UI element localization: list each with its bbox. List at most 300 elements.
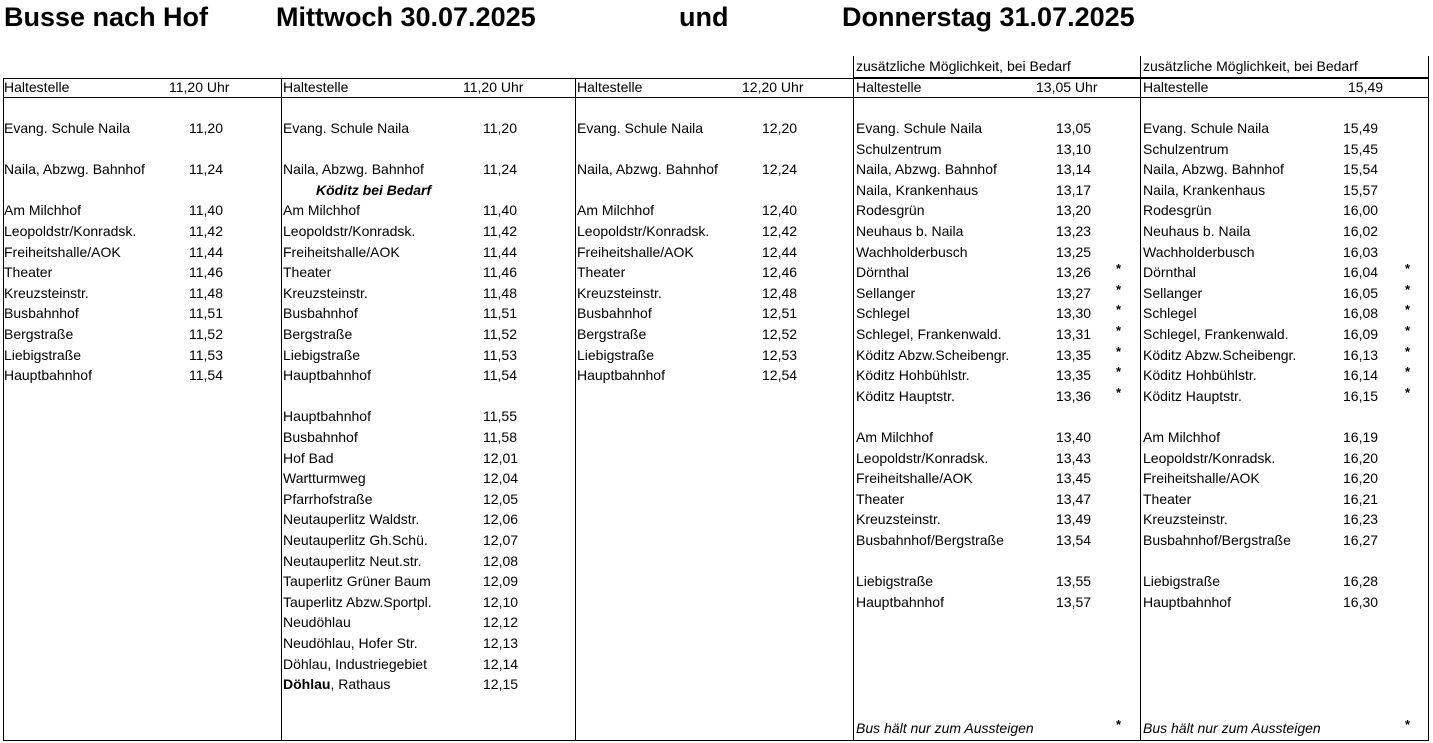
stop-name: Wachholderbusch <box>856 243 968 260</box>
stop-name: Schlegel, Frankenwald. <box>856 326 1002 342</box>
stop-name: Döhlau, Rathaus <box>283 676 391 693</box>
alight-only-star: * <box>1405 323 1411 338</box>
stop-time: 11,51 <box>189 305 223 322</box>
stop-time: 16,15 <box>1343 387 1379 404</box>
stop-row <box>283 675 553 695</box>
stop-name: Neuhaus b. Naila <box>856 223 964 239</box>
column-header-time: 11,20 Uhr <box>463 79 524 95</box>
stop-row <box>856 510 1126 530</box>
stop-name: Schulzentrum <box>856 140 942 157</box>
stop-time: 16,08 <box>1343 305 1379 322</box>
stop-row <box>283 490 553 510</box>
stop-time: 16,09 <box>1343 326 1379 342</box>
stop-time: 15,54 <box>1343 161 1379 178</box>
stop-name: Am Milchhof <box>1143 429 1221 445</box>
stop-time: 12,07 <box>483 532 519 548</box>
stop-name: Busbahnhof/Bergstraße <box>1143 532 1291 548</box>
alight-only-star: * <box>1116 302 1122 318</box>
stop-row <box>1143 593 1413 613</box>
stop-row <box>577 119 847 139</box>
stop-time: 16,00 <box>1343 202 1379 219</box>
stop-time: 13,45 <box>1056 470 1092 487</box>
alight-only-star: * <box>1405 384 1411 400</box>
stop-row <box>1143 160 1413 180</box>
alight-only-star: * <box>1116 364 1122 380</box>
stop-time: 13,49 <box>1056 511 1092 528</box>
stop-row <box>856 490 1126 510</box>
stop-time: 13,35 <box>1056 367 1092 384</box>
stop-row <box>856 469 1126 489</box>
stop-row <box>283 634 553 654</box>
stop-time: 12,06 <box>483 511 519 528</box>
stop-name: Dörnthal <box>1143 264 1196 281</box>
stop-name: Theater <box>4 264 53 281</box>
stop-name: Leopoldstr/Konradsk. <box>856 449 989 466</box>
stop-name: Neutauperlitz Waldstr. <box>283 511 420 528</box>
stop-name: Hof Bad <box>283 449 334 466</box>
stop-name: Theater <box>577 264 626 281</box>
stop-time: 11,53 <box>483 346 517 363</box>
column-header-time: 15,49 <box>1348 79 1384 95</box>
alight-only-star: * <box>1116 343 1122 359</box>
stop-name: Am Milchhof <box>856 429 934 445</box>
stop-name: Naila, Abzwg. Bahnhof <box>577 161 718 178</box>
stop-name: Neuhaus b. Naila <box>1143 223 1251 239</box>
stop-time: 13,23 <box>1056 223 1092 239</box>
stop-row <box>283 655 553 675</box>
stop-time: 16,13 <box>1343 346 1379 363</box>
alight-only-star: * <box>1116 261 1122 277</box>
stop-time: 12,53 <box>762 346 798 363</box>
stop-row <box>856 181 1126 201</box>
koeditz-note: Köditz bei Bedarf <box>316 181 432 198</box>
stop-name: Köditz Hohbühlstr. <box>1143 367 1257 384</box>
stop-row <box>4 366 274 386</box>
stop-time: 12,54 <box>762 367 798 384</box>
stop-name: Busbahnhof <box>577 305 652 322</box>
stop-row <box>283 284 553 304</box>
stop-time: 15,45 <box>1343 140 1379 157</box>
stop-row <box>856 428 1126 448</box>
stop-row <box>283 613 553 633</box>
stop-row <box>283 243 553 263</box>
stop-name: Kreuzsteinstr. <box>577 284 662 301</box>
stop-name: Döhlau, Industriegebiet <box>283 655 427 672</box>
stop-row <box>1143 281 1413 304</box>
stop-row <box>1143 428 1413 448</box>
stop-name: Naila, Abzwg. Bahnhof <box>4 161 145 178</box>
stop-time: 11,24 <box>483 161 517 178</box>
stop-name: Sellanger <box>856 284 916 301</box>
stop-row <box>4 201 274 221</box>
stop-time: 11,53 <box>189 346 223 363</box>
stop-name: Freiheitshalle/AOK <box>4 243 121 260</box>
stop-row <box>577 201 847 221</box>
stop-time: 11,58 <box>483 429 517 445</box>
stop-row <box>1143 343 1413 366</box>
stop-time: 13,17 <box>1056 181 1092 198</box>
stop-row <box>283 531 553 551</box>
stop-name: Bergstraße <box>4 326 74 342</box>
stop-row <box>1143 510 1413 530</box>
stop-row <box>856 572 1126 592</box>
stop-time: 11,46 <box>189 264 223 281</box>
stop-name: Freiheitshalle/AOK <box>577 243 694 260</box>
column-header <box>856 79 1098 95</box>
stop-name: Hauptbahnhof <box>4 367 92 384</box>
stop-row <box>577 263 847 283</box>
stop-time: 12,01 <box>483 449 519 466</box>
column-header <box>1143 79 1384 95</box>
stop-time: 11,44 <box>189 243 223 260</box>
stop-name: Busbahnhof <box>283 305 358 322</box>
stop-row <box>283 593 553 613</box>
stop-time: 12,15 <box>483 676 519 693</box>
alight-only-star: * <box>1405 364 1411 380</box>
stop-row <box>283 428 553 448</box>
alight-only-star: * <box>1116 281 1122 297</box>
stop-time: 11,42 <box>483 223 517 239</box>
stop-time: 12,14 <box>483 655 519 672</box>
stop-row <box>856 281 1126 304</box>
stop-name: Neutauperlitz Neut.str. <box>283 552 422 569</box>
stop-row <box>856 160 1126 180</box>
alight-only-star: * <box>1116 384 1122 400</box>
stop-name: Liebigstraße <box>577 346 655 363</box>
stop-time: 13,55 <box>1056 573 1092 590</box>
stop-time: 11,20 <box>189 120 223 136</box>
stop-name: Wachholderbusch <box>1143 243 1255 260</box>
stop-row <box>1143 572 1413 592</box>
stop-row <box>283 222 553 242</box>
stop-row <box>856 201 1126 221</box>
stop-name: Schulzentrum <box>1143 140 1229 157</box>
stop-row <box>283 407 553 427</box>
stop-time: 13,30 <box>1056 305 1092 322</box>
stop-row <box>1143 140 1413 160</box>
stop-name: Hauptbahnhof <box>1143 593 1231 610</box>
stop-time: 12,12 <box>483 614 519 631</box>
stop-name: Neudöhlau, Hofer Str. <box>283 635 418 651</box>
stop-time: 12,05 <box>483 490 519 507</box>
stop-time: 12,44 <box>762 243 798 260</box>
stop-name: Sellanger <box>1143 284 1203 301</box>
stop-time: 12,13 <box>483 635 519 651</box>
stop-time: 13,35 <box>1056 346 1092 363</box>
stop-name: Evang. Schule Naila <box>856 120 983 136</box>
stop-time: 11,40 <box>483 202 517 219</box>
stop-time: 13,14 <box>1056 161 1092 178</box>
stop-name: Kreuzsteinstr. <box>4 284 89 301</box>
stop-time: 12,42 <box>762 223 798 239</box>
stop-time: 11,40 <box>189 202 223 219</box>
stop-time: 11,46 <box>483 264 517 281</box>
stop-name: Köditz Hohbühlstr. <box>856 367 970 384</box>
stop-time: 12,52 <box>762 326 798 342</box>
stop-name: Köditz Hauptstr. <box>856 387 955 404</box>
stop-time: 15,57 <box>1343 181 1379 198</box>
stop-name: Liebigstraße <box>283 346 361 363</box>
stop-time: 13,26 <box>1056 264 1092 281</box>
stop-name: Rodesgrün <box>856 202 925 219</box>
column-header <box>577 79 804 95</box>
stop-time: 13,54 <box>1056 532 1092 548</box>
column-header-label: Haltestelle <box>1143 79 1209 95</box>
stop-name: Theater <box>856 490 905 507</box>
stop-name: Schlegel <box>1143 305 1197 322</box>
stop-row <box>1143 325 1413 345</box>
stop-time: 13,40 <box>1056 429 1092 445</box>
stop-row <box>4 304 274 324</box>
stop-row <box>1143 304 1413 324</box>
column-header <box>4 79 230 95</box>
stop-row <box>4 243 274 263</box>
stop-name: Naila, Abzwg. Bahnhof <box>1143 161 1284 178</box>
stop-time: 11,44 <box>483 243 517 260</box>
stop-row <box>577 160 847 180</box>
stop-time: 15,49 <box>1343 120 1379 136</box>
stop-time: 16,30 <box>1343 593 1379 610</box>
stop-row <box>1143 366 1413 386</box>
stop-row <box>283 201 553 221</box>
stop-row <box>577 346 847 366</box>
stop-name: Tauperlitz Grüner Baum <box>283 573 431 590</box>
stop-row <box>283 572 553 592</box>
stop-time: 11,52 <box>483 326 517 342</box>
stop-name: Neudöhlau <box>283 614 351 631</box>
stop-time: 13,05 <box>1056 120 1092 136</box>
stop-name: Leopoldstr/Konradsk. <box>577 223 710 239</box>
stop-name: Freiheitshalle/AOK <box>856 470 973 487</box>
stop-row <box>856 384 1126 407</box>
column-divider-5 <box>1428 56 1429 741</box>
stop-name: Hauptbahnhof <box>856 593 944 610</box>
stop-row <box>577 366 847 386</box>
stop-name: Busbahnhof/Bergstraße <box>856 532 1004 548</box>
stop-time: 11,24 <box>189 161 223 178</box>
column-divider-2 <box>575 78 576 741</box>
stop-time: 11,42 <box>189 223 223 239</box>
title-thursday-date: Donnerstag 31.07.2025 <box>842 2 1135 32</box>
stop-row <box>577 243 847 263</box>
title-wednesday-date: Mittwoch 30.07.2025 <box>276 2 536 32</box>
stop-row <box>283 552 553 572</box>
stop-row <box>577 222 847 242</box>
title-busse-nach-hof: Busse nach Hof <box>4 2 209 32</box>
stop-row <box>856 366 1126 386</box>
stop-name: Busbahnhof <box>4 305 79 322</box>
stop-name: Liebigstraße <box>1143 573 1221 590</box>
stop-name: Evang. Schule Naila <box>1143 120 1270 136</box>
stop-time: 16,23 <box>1343 511 1379 528</box>
stop-row <box>4 346 274 366</box>
stop-time: 16,04 <box>1343 264 1379 281</box>
stop-time: 11,52 <box>189 326 223 342</box>
stop-name: Rodesgrün <box>1143 202 1212 219</box>
stop-time: 12,04 <box>483 470 519 487</box>
column-divider-1 <box>281 78 282 741</box>
stop-name: Leopoldstr/Konradsk. <box>1143 449 1276 466</box>
stop-name: Evang. Schule Naila <box>4 120 131 136</box>
stop-name: Pfarrhofstraße <box>283 490 373 507</box>
stop-row <box>1143 201 1413 221</box>
stop-row <box>1143 222 1413 242</box>
footer-star: * <box>1116 717 1122 732</box>
stop-row <box>577 304 847 324</box>
stop-row <box>283 263 553 283</box>
stop-time: 13,43 <box>1056 449 1092 466</box>
stop-time: 11,54 <box>483 367 517 384</box>
stop-name: Naila, Krankenhaus <box>856 181 979 198</box>
stop-time: 12,24 <box>762 161 798 178</box>
stop-time: 13,31 <box>1056 326 1092 342</box>
stop-row <box>1143 119 1413 139</box>
stop-row <box>283 366 553 386</box>
alight-only-star: * <box>1405 343 1411 359</box>
stop-time: 11,54 <box>189 367 223 384</box>
stop-name: Evang. Schule Naila <box>577 120 704 136</box>
stop-row <box>856 140 1126 160</box>
footer-note: Bus hält nur zum Aussteigen * <box>856 717 1122 736</box>
stop-time: 16,05 <box>1343 284 1379 301</box>
stop-name: Köditz Abzw.Scheibengr. <box>1143 346 1297 363</box>
stop-time: 16,20 <box>1343 470 1379 487</box>
stop-time: 13,27 <box>1056 284 1092 301</box>
stop-time: 16,19 <box>1343 429 1379 445</box>
stop-row <box>1143 469 1413 489</box>
stop-time: 12,20 <box>762 120 798 136</box>
stop-name: Neutauperlitz Gh.Schü. <box>283 532 428 548</box>
column-divider-3 <box>853 56 854 741</box>
stop-row <box>1143 531 1413 551</box>
stop-name: Busbahnhof <box>283 429 358 445</box>
stop-row <box>4 284 274 304</box>
stop-time: 16,14 <box>1343 367 1379 384</box>
stop-name: Schlegel, Frankenwald. <box>1143 326 1289 342</box>
footer-star: * <box>1405 717 1411 732</box>
stop-name: Kreuzsteinstr. <box>1143 511 1228 528</box>
column-note-label: zusätzliche Möglichkeit, bei Bedarf <box>1143 58 1358 74</box>
stop-name: Liebigstraße <box>856 573 934 590</box>
stop-row <box>4 222 274 242</box>
column-header-label: Haltestelle <box>856 79 922 95</box>
alight-only-star: * <box>1116 323 1122 338</box>
column-header-label: Haltestelle <box>283 79 349 95</box>
stop-time: 16,02 <box>1343 223 1379 239</box>
stop-time: 11,48 <box>189 284 223 301</box>
stop-time: 16,28 <box>1343 573 1379 590</box>
stop-row <box>283 119 553 139</box>
stop-time: 12,08 <box>483 552 519 569</box>
stop-time: 16,21 <box>1343 490 1379 507</box>
stop-name: Evang. Schule Naila <box>283 120 410 136</box>
stop-row <box>856 343 1126 366</box>
stop-row <box>283 304 553 324</box>
stop-time: 11,48 <box>483 284 517 301</box>
stop-row <box>577 284 847 304</box>
stop-row <box>283 160 553 180</box>
stop-name: Theater <box>1143 490 1192 507</box>
stop-name: Dörnthal <box>856 264 909 281</box>
stop-row <box>283 449 553 469</box>
stop-row <box>577 325 847 345</box>
stop-row <box>283 325 553 345</box>
stop-row <box>1143 181 1413 201</box>
stop-name: Theater <box>283 264 332 281</box>
column-header-time: 13,05 Uhr <box>1036 79 1098 95</box>
stop-row <box>4 160 274 180</box>
stop-row <box>1143 384 1413 407</box>
stop-row <box>4 119 274 139</box>
stop-time: 13,36 <box>1056 387 1092 404</box>
stop-name: Hauptbahnhof <box>283 408 371 425</box>
stop-row <box>4 263 274 283</box>
stop-name: Am Milchhof <box>283 202 361 219</box>
stop-time: 13,20 <box>1056 202 1092 219</box>
stop-time: 13,25 <box>1056 243 1092 260</box>
column-note-label: zusätzliche Möglichkeit, bei Bedarf <box>856 58 1071 74</box>
stop-row <box>856 593 1126 613</box>
column-header <box>283 79 524 95</box>
stop-name: Leopoldstr/Konradsk. <box>283 223 416 239</box>
stop-time: 12,40 <box>762 202 798 219</box>
stop-time: 13,47 <box>1056 490 1092 507</box>
stop-name: Am Milchhof <box>577 202 655 219</box>
stop-name: Naila, Krankenhaus <box>1143 181 1266 198</box>
stop-row <box>856 304 1126 324</box>
stop-time: 12,46 <box>762 264 798 281</box>
column-header-label: Haltestelle <box>4 79 70 95</box>
stop-row <box>856 222 1126 242</box>
stop-time: 11,20 <box>483 120 517 136</box>
stop-name: Naila, Abzwg. Bahnhof <box>856 161 997 178</box>
stop-row <box>283 510 553 530</box>
stop-name: Naila, Abzwg. Bahnhof <box>283 161 424 178</box>
stop-name: Liebigstraße <box>4 346 82 363</box>
stop-row <box>856 243 1126 263</box>
stop-name: Köditz Abzw.Scheibengr. <box>856 346 1010 363</box>
stop-row <box>4 325 274 345</box>
alight-only-star: * <box>1405 281 1411 297</box>
stop-name: Leopoldstr/Konradsk. <box>4 223 137 239</box>
stop-name: Bergstraße <box>283 326 353 342</box>
stop-row <box>856 531 1126 551</box>
stop-name: Hauptbahnhof <box>283 367 371 384</box>
stop-time: 12,10 <box>483 593 519 610</box>
stop-name: Kreuzsteinstr. <box>283 284 368 301</box>
stop-row <box>856 449 1126 469</box>
stop-name: Schlegel <box>856 305 910 322</box>
stop-time: 12,51 <box>762 305 798 322</box>
stop-name-bold: Döhlau <box>283 676 331 693</box>
stop-row <box>856 119 1126 139</box>
stop-name: Hauptbahnhof <box>577 367 665 384</box>
stop-name: Wartturmweg <box>283 470 366 487</box>
title-und: und <box>679 2 729 32</box>
stop-time: 12,48 <box>762 284 798 301</box>
stop-name: Bergstraße <box>577 326 647 342</box>
header-divider <box>3 97 1429 98</box>
stop-row <box>283 469 553 489</box>
stop-time: 13,57 <box>1056 593 1092 610</box>
stop-row <box>856 263 1126 283</box>
column-divider-4 <box>1140 56 1141 741</box>
stop-name: Köditz Hauptstr. <box>1143 387 1242 404</box>
stop-row <box>283 346 553 366</box>
stop-row <box>1143 263 1413 283</box>
stop-row <box>856 325 1126 345</box>
stop-time: 16,03 <box>1343 243 1379 260</box>
